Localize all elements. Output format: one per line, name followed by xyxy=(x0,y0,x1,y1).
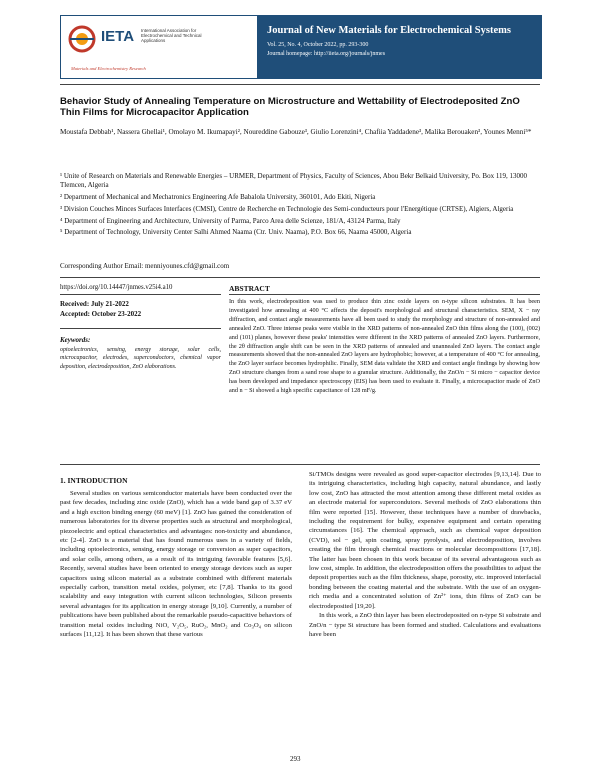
paragraph: In this work, a ZnO thin layer has been electrodeposited on n-type Si substrate and ZnO/n − type Si structure has been formed and studied. Calculations and evaluations have been xyxy=(309,612,541,638)
affiliations xyxy=(60,172,540,240)
introduction-heading: 1. INTRODUCTION xyxy=(60,476,128,485)
meta-divider xyxy=(60,277,540,278)
header-divider xyxy=(60,84,540,85)
keywords: optoelectronics, sensing, energy storage, solar cells, microcapacitor, electrodes, supercondoctors, chemical vapor deposition, electrodeposition, ZnO elaborations. xyxy=(60,347,221,370)
affiliation: ¹ Unite of Research on Materials and Renewable Energies – URMER, Department of Physics, Faculty of Sciences, Abou Bekr Belkaid University, Po. Box 119, 13000 Tlemcen, Algeria xyxy=(60,172,528,190)
introduction-right-column xyxy=(309,470,541,639)
affiliation: ⁴ Department of Engineering and Architecture, University of Parma, Parco Area delle Scienze, 181/A, 43124 Parma, Italy xyxy=(60,216,401,225)
affiliation: ³ Division Couches Minces Surfaces Interfaces (CMSI), Centre de Recherche en Technologie des Semi-conducteurs pour l'Energétique (CRTSE), Algiers, Algeria xyxy=(60,204,514,213)
author-list: Moustafa Debbab¹, Nassera Ghellai¹, Omolayo M. Ikumapayi², Noureddine Gabouze³, Giulio Lorenzini⁴, Chafiia Yaddadene³, Malika Berouaken³, Younes Menni⁵* xyxy=(60,128,532,136)
journal-info xyxy=(257,16,541,78)
abstract-divider xyxy=(229,294,540,295)
journal-title: Journal of New Materials for Electrochemical Systems xyxy=(267,25,511,36)
abstract-end-divider xyxy=(60,464,540,465)
dates-divider xyxy=(60,328,221,329)
keywords-heading: Keywords: xyxy=(60,336,91,344)
paragraph: Si/TMOs designs were revealed as good super-capacitor electrodes [9,13,14]. Due to its intriguing characteristics, including high capacity, natural abundance, and lastly low cost, ZnO has attracted the most attention among these different metal oxides as an electrode material for supercondutors. Several methods of ZnO elaborations thin film were reported [15]. However, these techniques have a number of drawbacks, including the requirement for bulky, expensive equipment and certain operating circumstances [16]. The chemical approach, such as chemical vapor deposition (CVD), sol − gel, spin coating, spray pyrolysis, and electrodeposition, involves creating the film through chemical reactions or molecular decompositions [17,18]. The latter has been chosen in this work because of its several advantageous such as low cost, simple. In addition, the electrodeposition offers the possibilities to adjust the deposit properties such as the film thickness, shape, porosity, etc. improved interfacial bonding between the coating material and the substrate. With the use of an oxygen-rich media and a concentrated solution of Zn²⁺ ions, thin films of ZnO can be electrodeposited [19,20]. xyxy=(309,471,541,610)
publisher-name: IETA xyxy=(101,28,135,45)
journal-homepage[interactable]: Journal homepage: http://iieta.org/journals/jnmes xyxy=(267,51,386,57)
publisher-emblem-icon xyxy=(67,24,97,54)
publisher-subtitle: International Association for Electrochemical and Technical Applications xyxy=(141,28,202,43)
abstract-heading: ABSTRACT xyxy=(229,284,270,293)
doi-divider xyxy=(60,294,221,295)
publisher-logo xyxy=(61,16,257,78)
article-dates xyxy=(60,300,221,319)
received-date: Received: July 21-2022 xyxy=(60,300,129,308)
affiliation: ² Department of Mechanical and Mechatronics Engineering Afe Babalola University, 360101, Ado Ekiti, Nigeria xyxy=(60,193,376,201)
introduction-left-column: Several studies on various semiconductor materials have been conducted over the past few decades, including zinc oxide (ZnO), which has a wide band gap of 3.37 eV and a high exciton binding energy (60 meV) [1]. ZnO has gained the consideration of numerous laboratories for its diverse properties such as structural and morphological, piezoelectric and optical characteristics and advantages: non-toxicity and abundance, etc [2-4]. ZnO is a material that has found numerous uses in a variety of fields, including optoelectronics, sensing, energy storage or conversion as super capacitors, and solar cells, among others, as a result of its intriguing favorable features [5,6]. Recently, several studies have been oriented to energy storage devices such as super capacitors using silicon material as a substrate combined with different materials especially carbon, transition metal oxides, polymer, etc [7,8]. Thanks to its good scalability and easy integration with current silicon technologies, Silicon presents several advantages for its application in energy storage [9,10]. Currently, a number of publications have been published about the remarkable pseudo-capacitive behaviors of transition metal oxides including NiO, V₂O₅, RuO₂, MnO₂ and Co₃O₄ on silicon surfaces [11,12]. It has been shown that these various xyxy=(60,490,292,639)
affiliation: ⁵ Department of Technology, University Center Salhi Ahmed Naama (Ctr. Univ. Naama), P.O. Box 66, Naama 45000, Algeria xyxy=(60,228,412,237)
paper-title: Behavior Study of Annealing Temperature on Microstructure and Wettability of Electrodeposited ZnO Thin Films for Microcapacitor Application xyxy=(60,96,520,118)
journal-volume: Vol. 25, No. 4, October 2022, pp. 293-300 xyxy=(267,42,369,48)
publisher-tagline: Materials and Electrochemistry Research xyxy=(71,66,146,71)
accepted-date: Accepted: October 23-2022 xyxy=(60,309,142,318)
corresponding-author: Corresponding Author Email: menniyounes.cfd@gmail.com xyxy=(60,262,230,270)
journal-banner xyxy=(60,15,542,79)
doi-link[interactable]: https://doi.org/10.14447/jnmes.v25i4.a10 xyxy=(60,284,173,291)
page-number: 293 xyxy=(290,755,301,763)
abstract-text: In this work, electrodeposition was used to produce thin zinc oxide layers on n-type silicon substrates. It has been investigated how annealing at 400 °C affects the deposit's morphological and structural characteristics. SEM, X − ray diffraction, and contact angle measurements have all been used to study the morphology and structure of non-annealed and annealed ZnO. Three intense peaks were visible in the XRD patterns of non-annealed ZnO thin films along the (100), (002) and (101) planes, however these peaks' intensities were different in the XRD patterns of annealed ZnO layers. Furthermore, the 2θ diffraction angle shift can be seen in the XRD patterns of annealed and unannealed ZnO layers. The contact angle measurements showed that the non-annealed ZnO layers are hydrophobic; however, at a temperature of 400 °C for annealing, the ZnO layer surface becomes hydrophilic. Finally, SEM data validate the XRD and contact angle findings by showing how ZnO structure changes from a sand rose shape to a granular structure. Additionally, the ZnO/n − Si micro − capacitor device has been developed and impedance spectroscopy (EIS) has been used to evaluate it. Finally, a microcapacitor made of ZnO and n − Si showed a high specific capacitance of 128 mF/g. xyxy=(229,298,540,395)
